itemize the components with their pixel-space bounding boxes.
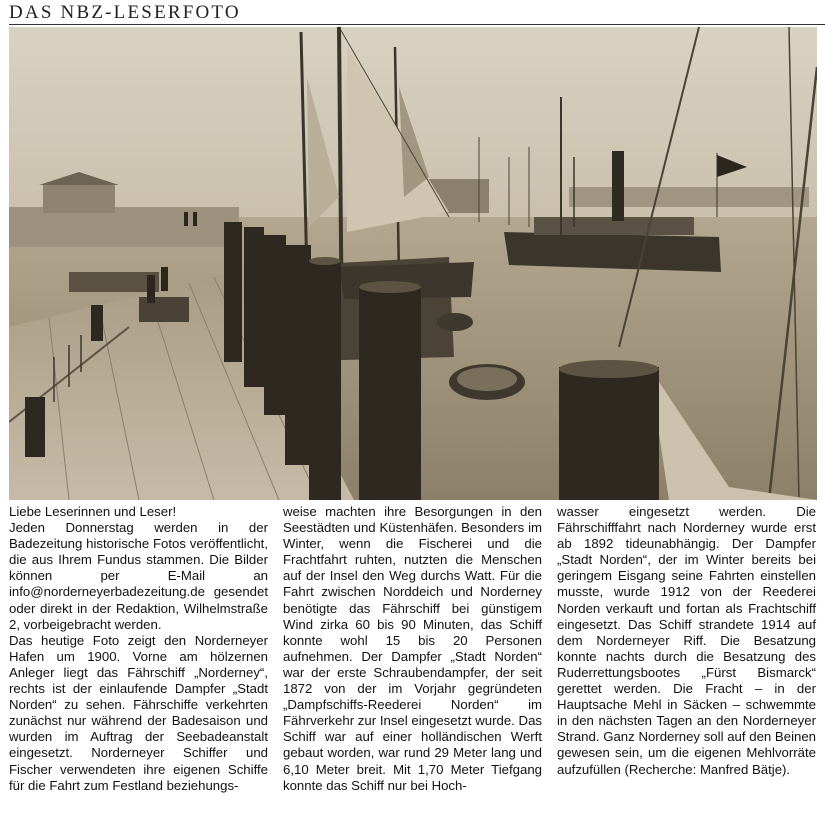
article-column-3 (557, 504, 816, 778)
article-greeting: Liebe Leserinnen und Leser! (9, 504, 177, 519)
article-column-1 (9, 504, 268, 794)
historic-harbor-photo (9, 27, 817, 500)
header-rule (9, 24, 825, 25)
article-paragraph: Jeden Donnerstag werden in der Badezeitung historische Fotos veröffentlicht, die aus Ihrem Fundus stammen. Die Bilder können per E-Mail an info@norderneyerbadezeitung.de gesendet oder direkt in der Redaktion, Wilhelmstraße 2, vorbeigebracht werden. (9, 520, 268, 632)
article-paragraph: wasser eingesetzt werden. Die Fährschifffahrt nach Norderney wurde erst ab 1892 tideunabhängig. Der Dampfer „Stadt Norden“, der im Winter bereits bei geringem Eisgang seine Fahrten einstellen musste, wurde 1912 von der Reederei Norden verkauft und fortan als Frachtschiff eingesetzt. Das Schiff strandete 1914 auf dem Norderneyer Riff. Die Besatzung konnte nachts durch die Besatzung des Ruderrettungsbootes „Fürst Bismarck“ gerettet werden. Die Fracht – in der Hauptsache Mehl in Säcken – schwemmte in den nächsten Tagen an den Norderneyer Strand. Ganz Norderney soll auf den Beinen gewesen sein, um die eigenen Mehlvorräte aufzufüllen (Recherche: Manfred Bätje). (557, 504, 816, 777)
section-title: DAS NBZ-LESERFOTO (9, 2, 241, 23)
article-paragraph: Das heutige Foto zeigt den Norderneyer Hafen um 1900. Vorne am hölzernen Anleger liegt das Fährschiff „Norderney“, rechts ist der einlaufende Dampfer „Stadt Norden“ zu sehen. Fährschiffe verkehrten zunächst nur während der Badesaison und wurden im Auftrag der Seebadeanstalt eingesetzt. Norderneyer Schiffer und Fischer verwendeten ihre eigenen Schiffe für die Fahrt zum Festland beziehungs- (9, 632, 268, 793)
article-paragraph: weise machten ihre Besorgungen in den Seestädten und Küstenhäfen. Besonders im Winter, wenn die Fischerei und die Frachtfahrt ruhten, nutzten die Menschen auf der Insel den Weg durchs Watt. Für die Fahrt zwischen Norddeich und Norderney benötigte das Fährschiff bei günstigem Wind zirka 60 bis 90 Minuten, das Schiff konnte wohl 15 bis 20 Personen aufnehmen. Der Dampfer „Stadt Norden“ war der erste Schraubendampfer, der seit 1872 von der im Vorjahr gegründeten „Dampfschiffs-Reederei Norden“ im Fährverkehr zur Insel eingesetzt wurde. Das Schiff war auf einer holländischen Werft gebaut worden, war rund 29 Meter lang und 6,10 Meter breit. Mit 1,70 Meter Tiefgang konnte das Schiff nur bei Hoch- (283, 504, 542, 793)
article-column-2 (283, 504, 542, 794)
